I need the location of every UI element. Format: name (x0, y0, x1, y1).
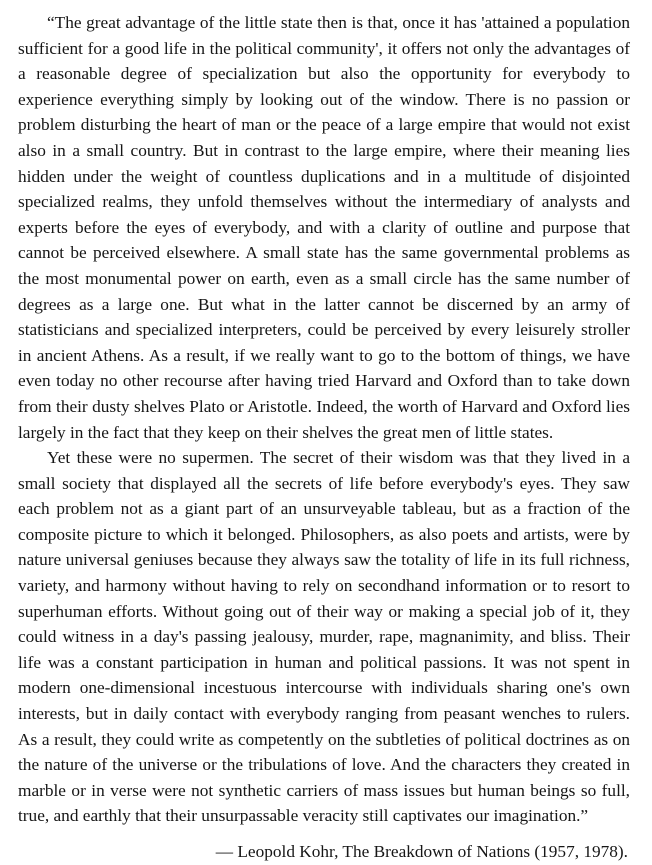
quote-page (18, 10, 630, 865)
quote-attribution: — Leopold Kohr, The Breakdown of Nations (1957, 1978). (215, 842, 628, 861)
quote-paragraph-2: Yet these were no supermen. The secret of their wisdom was that they lived in a small society that displayed all the secrets of life before everybody's eyes. They saw each problem not as a giant part of an unsurveyable tableau, but as a fraction of the composite picture to which it belonged. Philosophers, as also poets and artists, were by nature universal geniuses because they always saw the totality of life in its full richness, variety, and harmony without having to rely on secondhand information or to resort to superhuman efforts. Without going out of their way or making a special job of it, they could witness in a day's passing jealousy, murder, rape, magnanimity, and bliss. Their life was a constant participation in human and political passions. It was not spent in modern one-dimensional incestuous intercourse with individuals sharing one's own interests, but in daily contact with everybody ranging from peasant wenches to rulers. As a result, they could write as competently on the subtleties of political doctrines as on the nature of the universe or the tribulations of love. And the characters they created in marble or in verse were not synthetic carriers of mass issues but human beings so full, true, and earthly that their unsurpassable veracity still captivates our imagination.” (18, 448, 630, 826)
quote-paragraph-1: “The great advantage of the little state then is that, once it has 'attained a population sufficient for a good life in the political community', it offers not only the advantages of a reasonable degree of specialization but also the opportunity for everybody to experience everything simply by looking out of the window. There is no passion or problem disturbing the heart of man or the peace of a large empire that would not exist also in a small country. But in contrast to the large empire, where their meaning lies hidden under the weight of countless duplications and in a multitude of disjointed specialized realms, they unfold themselves without the intermediary of analysts and experts before the eyes of everybody, and with a clarity of outline and purpose that cannot be perceived elsewhere. A small state has the same governmental problems as the most monumental power on earth, even as a small circle has the same number of degrees as a large one. But what in the latter cannot be discerned by an army of statisticians and specialized interpreters, could be perceived by every leisurely stroller in ancient Athens. As a result, if we really want to go to the bottom of things, we have even today no other recourse after having tried Harvard and Oxford than to take down from their dusty shelves Plato or Aristotle. Indeed, the worth of Harvard and Oxford lies largely in the fact that they keep on their shelves the great men of little states. (18, 13, 630, 442)
